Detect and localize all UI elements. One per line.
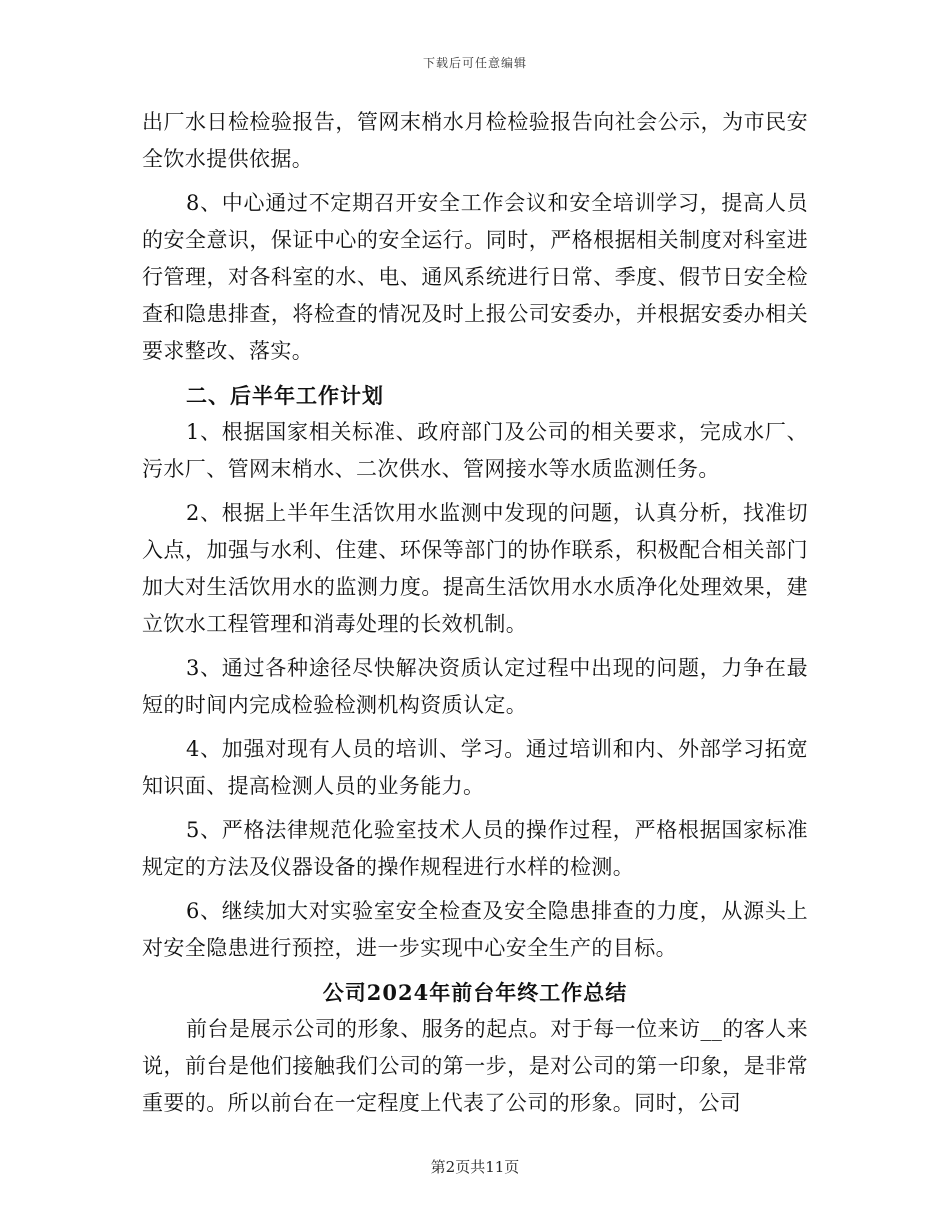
- paragraph-plan-5: 5、严格法律规范化验室技术人员的操作过程，严格根据国家标准规定的方法及仪器设备的操作规程进行水样的检测。: [142, 818, 808, 879]
- paragraph-plan-3: 3、通过各种途径尽快解决资质认定过程中出现的问题，力争在最短的时间内完成检验检测机构资质认定。: [142, 656, 808, 717]
- document-title: 公司2024年前台年终工作总结: [322, 980, 628, 1005]
- paragraph-plan-4: 4、加强对现有人员的培训、学习。通过培训和内、外部学习拓宽知识面、提高检测人员的业务能力。: [142, 737, 808, 798]
- page-header: 下载后可任意编辑: [422, 56, 527, 70]
- paragraph-item-8: 8、中心通过不定期召开安全工作会议和安全培训学习，提高人员的安全意识，保证中心的安全运行。同时，严格根据相关制度对科室进行管理，对各科室的水、电、通风系统进行日常、季度、假节日安全检查和隐患排查，将检查的情况及时上报公司安委办，并根据安委办相关要求整改、落实。: [142, 191, 808, 363]
- paragraph-intro: 前台是展示公司的形象、服务的起点。对于每一位来访__的客人来说，前台是他们接触我们公司的第一步，是对公司的第一印象，是非常重要的。所以前台在一定程度上代表了公司的形象。同时，公司: [142, 1017, 808, 1115]
- document-body: [142, 104, 808, 1122]
- paragraph-continued: 出厂水日检检验报告，管网末梢水月检检验报告向社会公示，为市民安全饮水提供依据。: [142, 110, 808, 171]
- page-footer: 第2页共11页: [430, 1158, 520, 1176]
- section-heading-plan: 二、后半年工作计划: [186, 383, 384, 408]
- paragraph-plan-6: 6、继续加大对实验室安全检查及安全隐患排查的力度，从源头上对安全隐患进行预控，进一步实现中心安全生产的目标。: [142, 899, 808, 960]
- paragraph-plan-1: 1、根据国家相关标准、政府部门及公司的相关要求，完成水厂、污水厂、管网末梢水、二次供水、管网接水等水质监测任务。: [142, 420, 808, 481]
- paragraph-plan-2: 2、根据上半年生活饮用水监测中发现的问题，认真分析，找准切入点，加强与水利、住建、环保等部门的协作联系，积极配合相关部门加大对生活饮用水的监测力度。提高生活饮用水水质净化处理效果，建立饮水工程管理和消毒处理的长效机制。: [142, 501, 808, 636]
